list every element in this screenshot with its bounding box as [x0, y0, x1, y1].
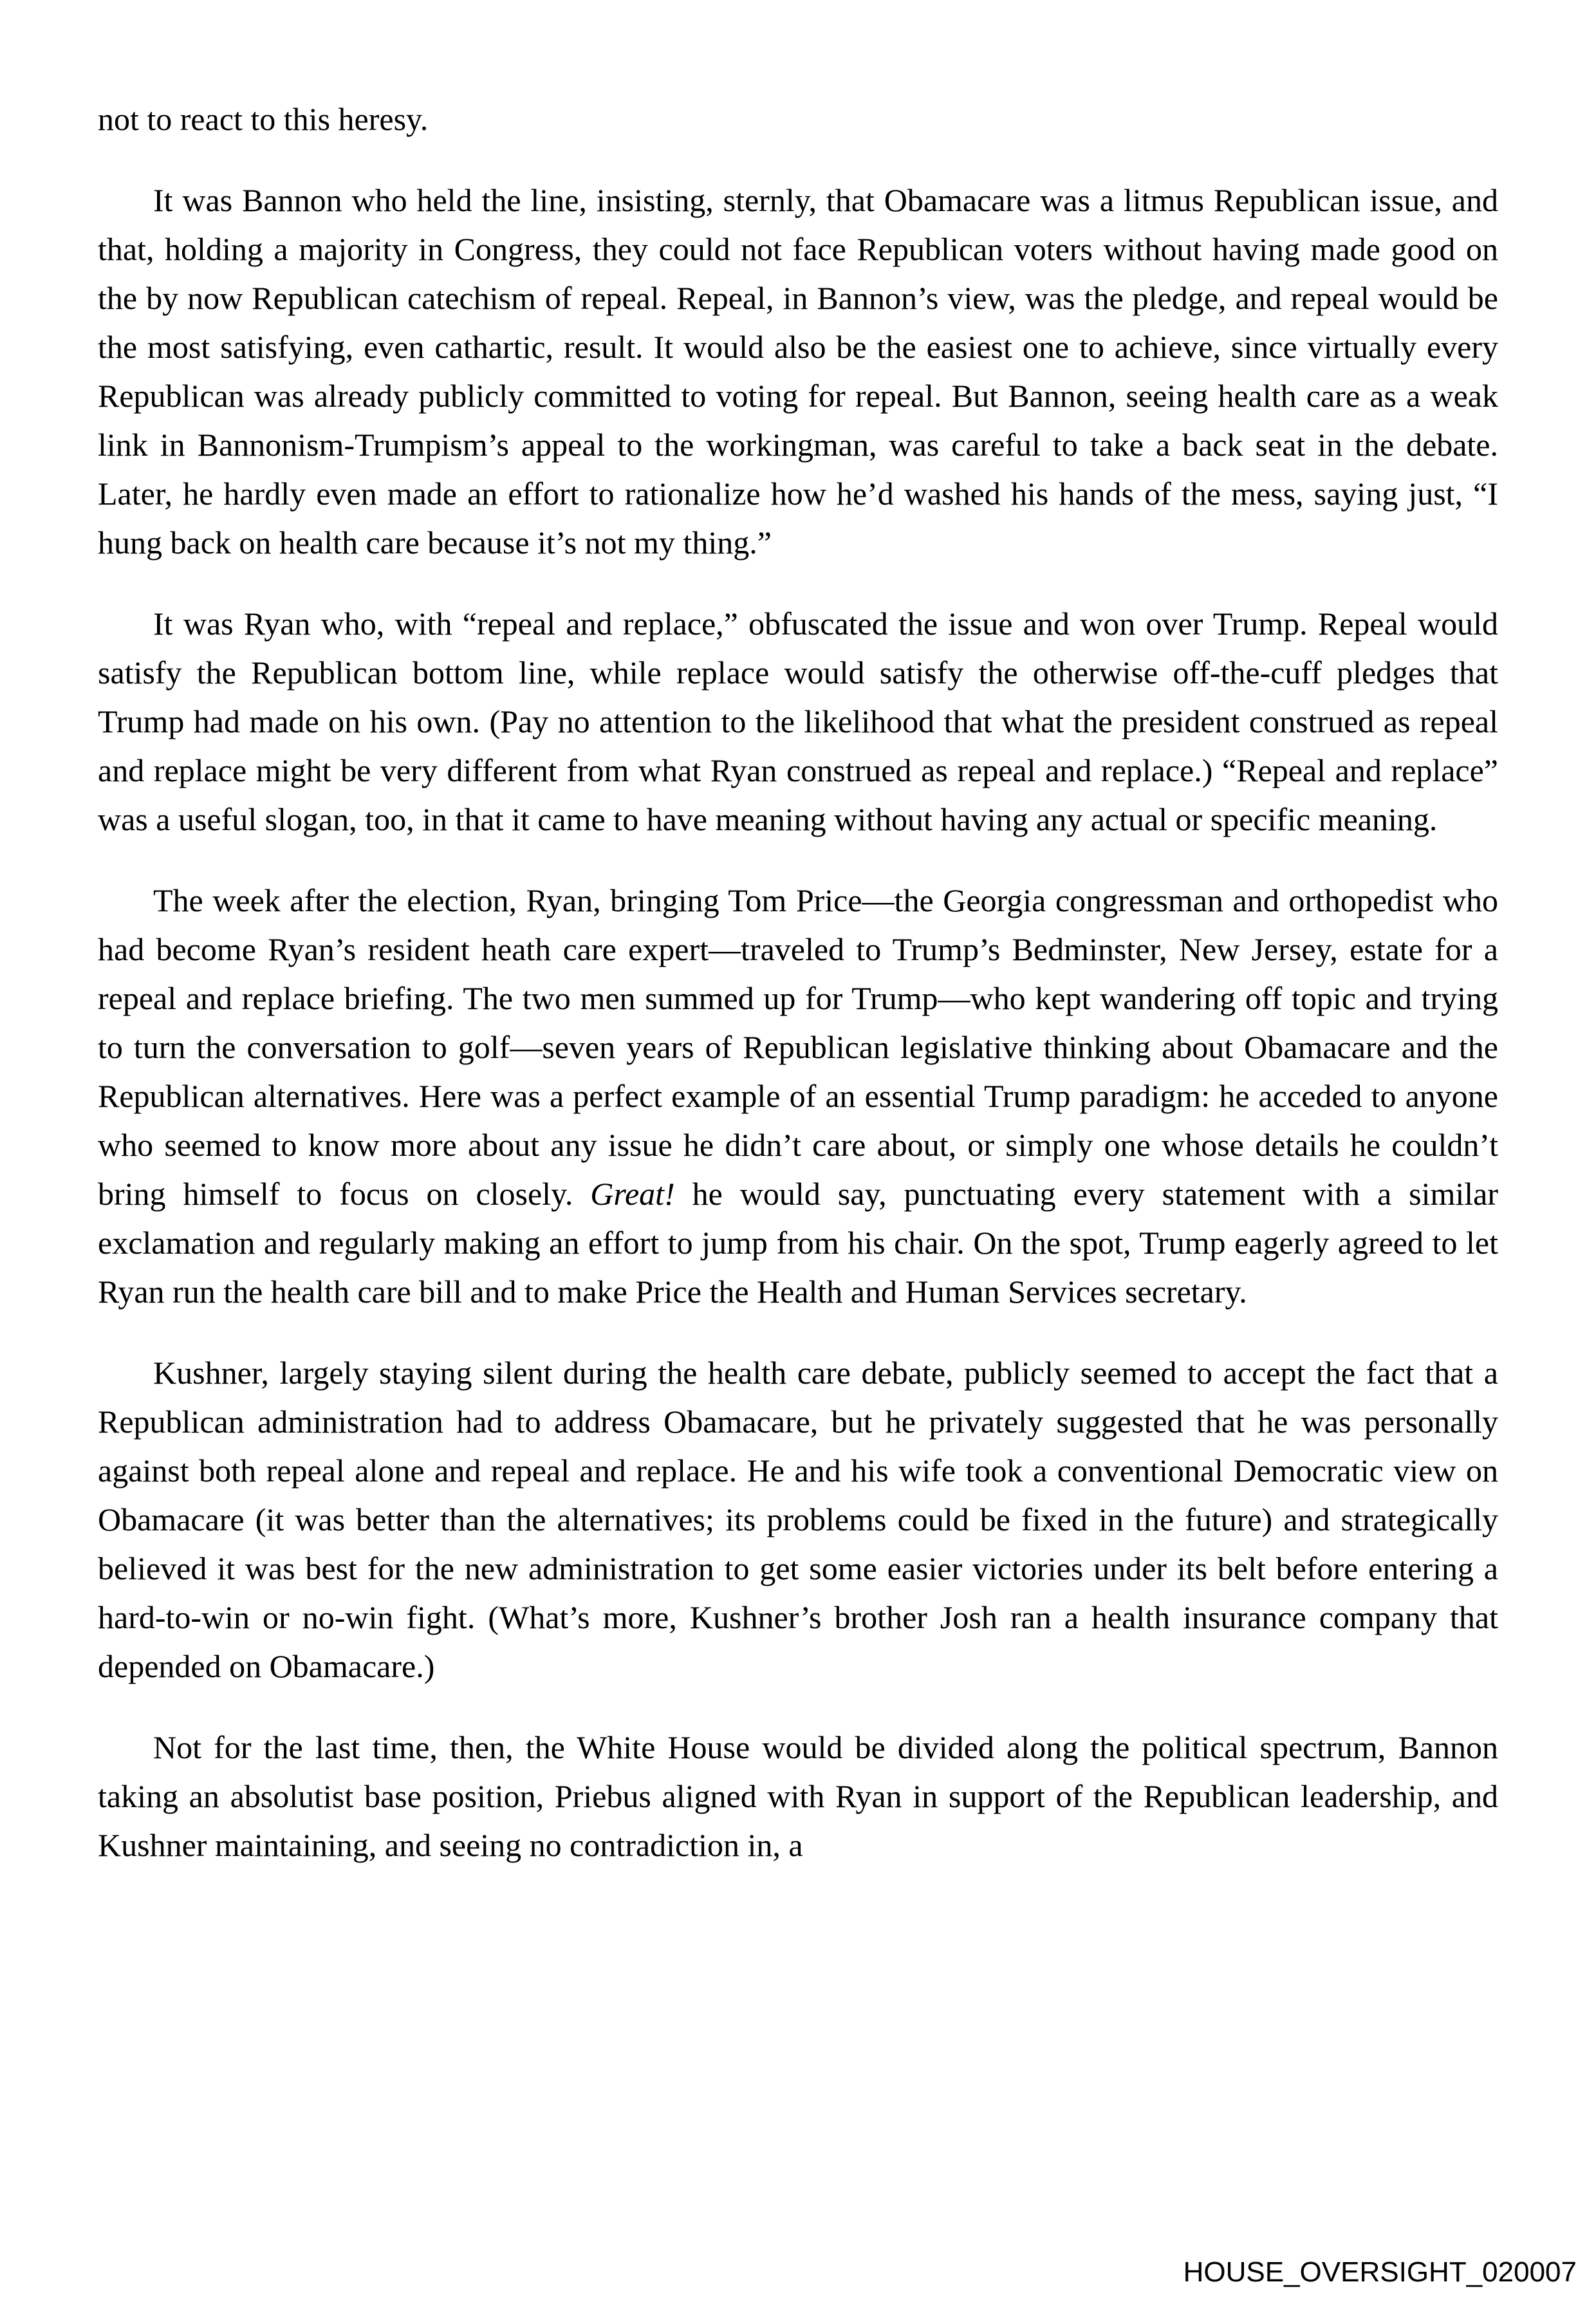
paragraph-text-before-italic: The week after the election, Ryan, bringing Tom Price—the Georgia congressman and orthopedist who had become Ryan’s resident heath care expert—traveled to Trump’s Bedminster, New Jersey, estate for a repeal and replace briefing. The two men summed up for Trump—who kept wandering off topic and trying to turn the conversation to golf—seven years of Republican legislative thinking about Obamacare and the Republican alternatives. Here was a perfect example of an essential Trump paradigm: he acceded to anyone who seemed to know more about any issue he didn’t care about, or simply one whose details he couldn’t bring himself to focus on closely. — [98, 882, 1498, 1212]
page-body — [98, 95, 1498, 1902]
paragraph-kushner-silent: Kushner, largely staying silent during the health care debate, publicly seemed to accept the fact that a Republican administration had to address Obamacare, but he privately suggested that he was personally against both repeal alone and repeal and replace. He and his wife took a conventional Democratic view on Obamacare (it was better than the alternatives; its problems could be fixed in the future) and strategically believed it was best for the new administration to get some easier victories under its belt before entering a hard-to-win or no-win fight. (What’s more, Kushner’s brother Josh ran a health insurance company that depended on Obamacare.) — [98, 1355, 1498, 1684]
paragraph-week-after-election — [98, 876, 1498, 1316]
italic-exclamation: Great! — [590, 1176, 675, 1212]
paragraph-white-house-divided: Not for the last time, then, the White House would be divided along the political spectrum, Bannon taking an absolutist base position, Priebus aligned with Ryan in support of the Republican leadership, and Kushner maintaining, and seeing no contradiction in, a — [98, 1729, 1498, 1863]
paragraph-bannon-held-line: It was Bannon who held the line, insisting, sternly, that Obamacare was a litmus Republican issue, and that, holding a majority in Congress, they could not face Republican voters without having made good on the by now Republican catechism of repeal. Repeal, in Bannon’s view, was the pledge, and repeal would be the most satisfying, even cathartic, result. It would also be the easiest one to achieve, since virtually every Republican was already publicly committed to voting for repeal. But Bannon, seeing health care as a weak link in Bannonism-Trumpism’s appeal to the workingman, was careful to take a back seat in the debate. Later, he hardly even made an effort to rationalize how he’d washed his hands of the mess, saying just, “I hung back on health care because it’s not my thing.” — [98, 182, 1498, 561]
paragraph-text-after-italic: he would say, punctuating every statement with a similar exclamation and regularly making an effort to jump from his chair. On the spot, Trump eagerly agreed to let Ryan run the health care bill and to make Price the Health and Human Services secretary. — [98, 1176, 1498, 1310]
paragraph-continuation: not to react to this heresy. — [98, 101, 429, 137]
bates-stamp: HOUSE_OVERSIGHT_020007 — [1183, 2256, 1577, 2288]
paragraph-ryan-repeal-replace: It was Ryan who, with “repeal and replace,” obfuscated the issue and won over Trump. Repeal would satisfy the Republican bottom line, while replace would satisfy the otherwise off-the-cuff pledges that Trump had made on his own. (Pay no attention to the likelihood that what the president construed as repeal and replace might be very different from what Ryan construed as repeal and replace.) “Repeal and replace” was a useful slogan, too, in that it came to have meaning without having any actual or specific meaning. — [98, 606, 1498, 837]
